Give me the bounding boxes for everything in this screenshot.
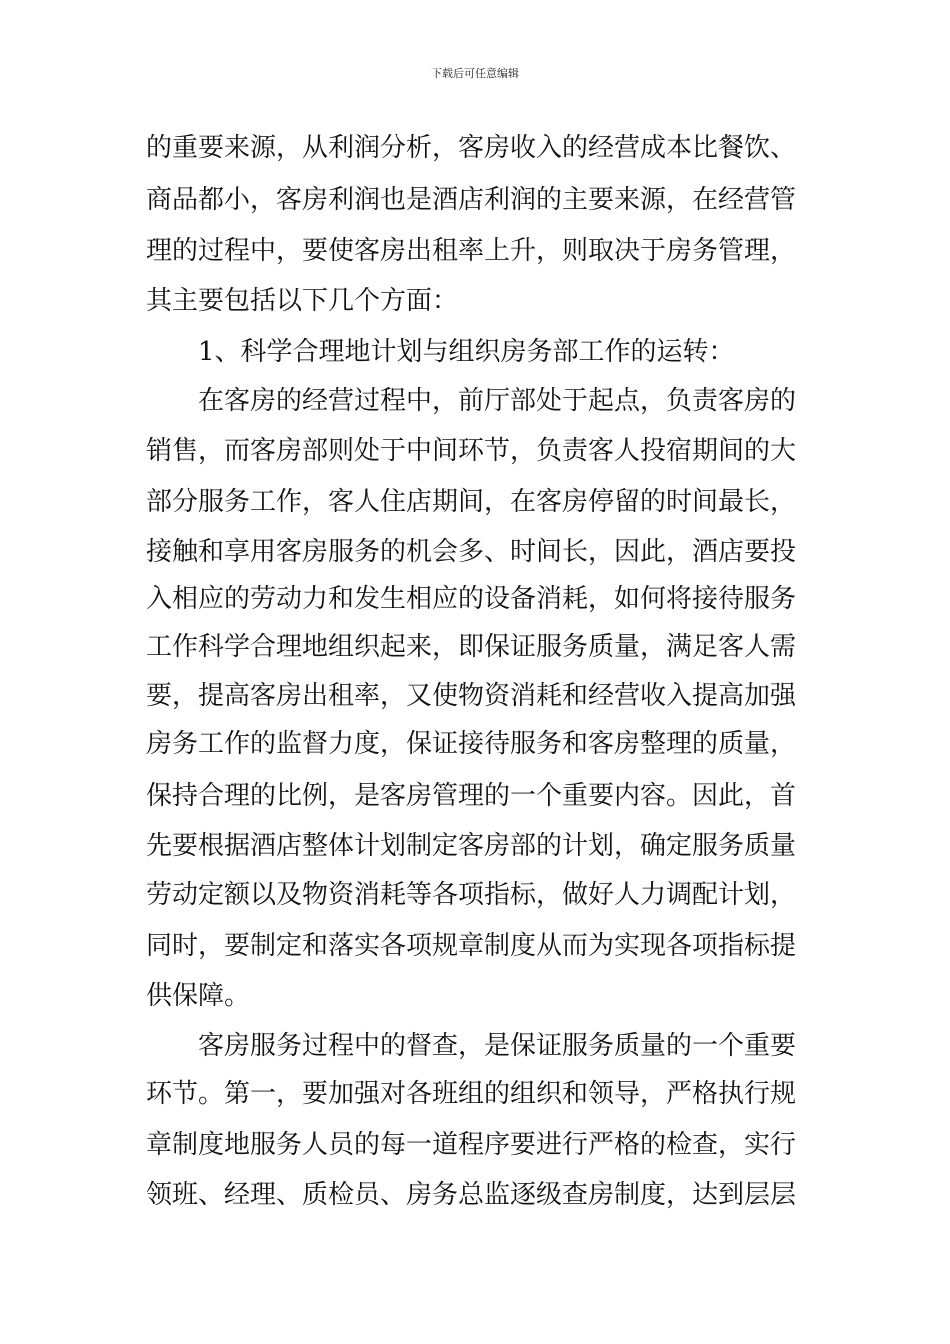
text-line: 在客房的经营过程中，前厅部处于起点，负责客房的 xyxy=(198,386,797,416)
text-line: 入相应的劳动力和发生相应的设备消耗，如何将接待服务 xyxy=(146,584,797,614)
text-line: 商品都小，客房利润也是酒店利润的主要来源，在经营管 xyxy=(146,185,797,215)
text-line: 劳动定额以及物资消耗等各项指标，做好人力调配计划， xyxy=(146,880,797,910)
text-line: 理的过程中，要使客房出租率上升，则取决于房务管理， xyxy=(146,236,797,266)
text-line: 章制度地服务人员的每一道程序要进行严格的检查，实行 xyxy=(146,1130,797,1160)
text-line: 的重要来源，从利润分析，客房收入的经营成本比餐饮、 xyxy=(146,133,797,163)
text-line: 接触和享用客房服务的机会多、时间长，因此，酒店要投 xyxy=(146,537,797,567)
text-line: 供保障。 xyxy=(146,981,251,1011)
text-line: 部分服务工作，客人住店期间，在客房停留的时间最长， xyxy=(146,487,797,517)
text-line: 其主要包括以下几个方面： xyxy=(146,286,459,316)
section-heading: 1、科学合理地计划与组织房务部工作的运转： xyxy=(198,337,735,367)
text-line: 领班、经理、质检员、房务总监逐级查房制度，达到层层 xyxy=(146,1180,797,1210)
text-line: 工作科学合理地组织起来，即保证服务质量，满足客人需 xyxy=(146,632,797,662)
text-line: 客房服务过程中的督查，是保证服务质量的一个重要 xyxy=(198,1031,797,1061)
text-line: 保持合理的比例，是客房管理的一个重要内容。因此，首 xyxy=(146,781,797,811)
page-header: 下载后可任意编辑 xyxy=(431,67,519,80)
text-line: 环节。第一，要加强对各班组的组织和领导，严格执行规 xyxy=(146,1079,797,1109)
text-line: 房务工作的监督力度，保证接待服务和客房整理的质量， xyxy=(146,729,797,759)
text-line: 销售，而客房部则处于中间环节，负责客人投宿期间的大 xyxy=(146,436,797,466)
text-line: 要，提高客房出租率，又使物资消耗和经营收入提高加强 xyxy=(146,681,797,711)
text-line: 先要根据酒店整体计划制定客房部的计划，确定服务质量 xyxy=(146,831,797,861)
text-line: 同时，要制定和落实各项规章制度从而为实现各项指标提 xyxy=(146,931,797,961)
